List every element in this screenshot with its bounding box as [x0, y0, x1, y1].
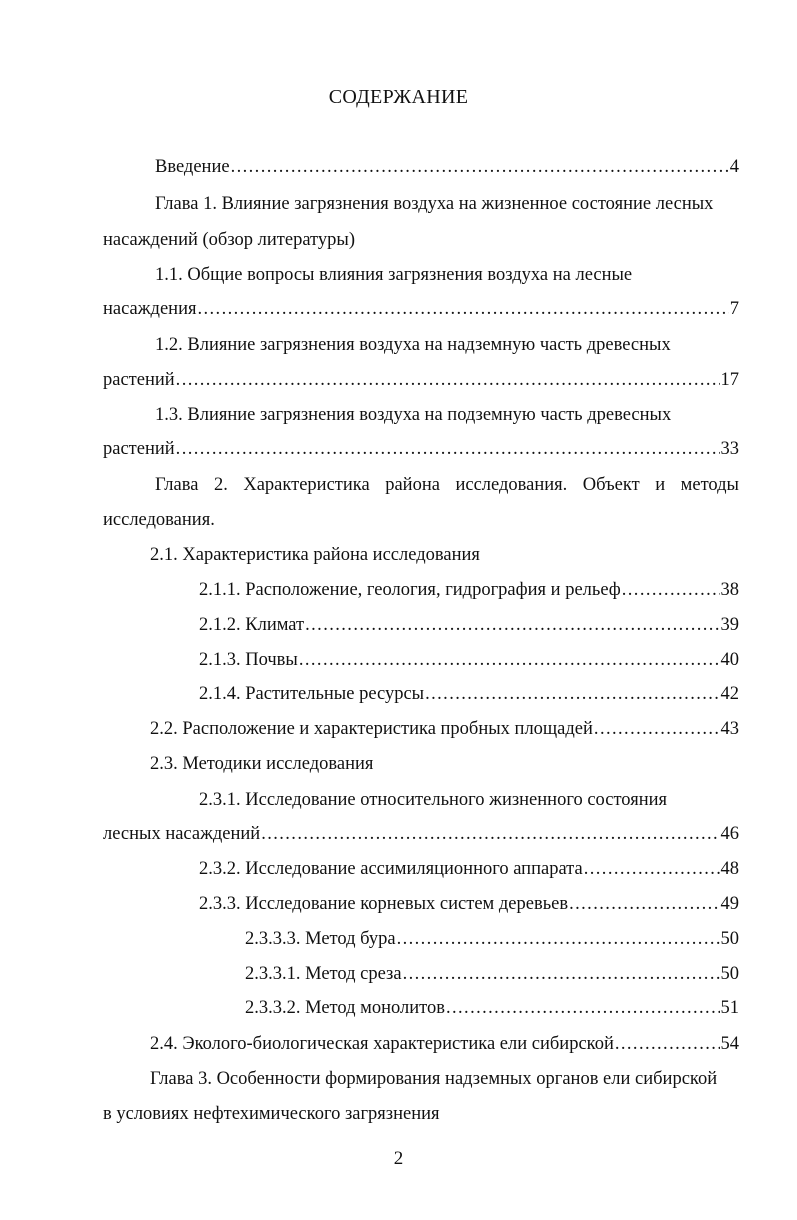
- toc-entry-intro: [155, 155, 739, 179]
- toc-entry-2-1-3: [199, 648, 739, 672]
- toc-entry-1-3-cont: [103, 437, 739, 461]
- page-title: СОДЕРЖАНИЕ: [328, 86, 469, 108]
- toc-page-number: 50: [720, 929, 739, 949]
- toc-entry-2-1-4: [199, 682, 739, 706]
- toc-entry-chapter-1: Глава 1. Влияние загрязнения воздуха на жизненное состояние лесных: [155, 194, 714, 214]
- toc-entry-2-3-3-1: [245, 962, 739, 986]
- toc-entry-text: 2.1.2. Климат: [199, 615, 305, 635]
- toc-entry-1-2-cont: [103, 368, 739, 392]
- toc-entry-1-2: 1.2. Влияние загрязнения воздуха на надземную часть древесных: [155, 335, 671, 355]
- toc-entry-1-1: 1.1. Общие вопросы влияния загрязнения воздуха на лесные: [155, 265, 633, 285]
- toc-page-number: 50: [720, 964, 739, 984]
- toc-entry-2-4: [150, 1032, 739, 1056]
- toc-entry-chapter-2-cont: исследования.: [103, 510, 215, 530]
- toc-page-number: 40: [720, 650, 739, 670]
- toc-page-number: 7: [729, 299, 739, 319]
- toc-page-number: 51: [720, 998, 739, 1018]
- page-number: 2: [393, 1148, 404, 1169]
- toc-entry-chapter-2: Глава 2. Характеристика района исследования. Объект и методы: [155, 475, 739, 495]
- toc-entry-text: 2.3.2. Исследование ассимиляционного аппарата: [199, 859, 583, 879]
- toc-entry-text: 2.3.3. Исследование корневых систем деревьев: [199, 894, 569, 914]
- toc-page-number: 4: [729, 157, 739, 177]
- toc-entry-text: 2.2. Расположение и характеристика пробных площадей: [150, 719, 593, 739]
- toc-entry-chapter-1-cont: насаждений (обзор литературы): [103, 230, 355, 250]
- toc-entry-text: 2.4. Эколого-биологическая характеристика ели сибирской: [150, 1034, 614, 1054]
- toc-entry-2-3: 2.3. Методики исследования: [150, 754, 374, 774]
- toc-entry-text: 2.1.1. Расположение, геология, гидрография и рельеф: [199, 580, 621, 600]
- toc-entry-2-1-2: [199, 613, 739, 637]
- toc-entry-1-3: 1.3. Влияние загрязнения воздуха на подземную часть древесных: [155, 405, 672, 425]
- toc-entry-chapter-3-cont: в условиях нефтехимического загрязнения: [103, 1104, 440, 1124]
- toc-page-number: 17: [720, 370, 739, 390]
- toc-entry-text: 2.3.3.2. Метод монолитов: [245, 998, 445, 1018]
- toc-entry-1-1-cont: [103, 297, 739, 321]
- toc-entry-text: 2.1.4. Растительные ресурсы: [199, 684, 425, 704]
- toc-entry-chapter-3: Глава 3. Особенности формирования надземных органов ели сибирской: [150, 1069, 718, 1089]
- toc-entry-text: растений: [103, 439, 175, 459]
- toc-page-number: 54: [720, 1034, 739, 1054]
- toc-entry-text: 2.3.3.3. Метод бура: [245, 929, 396, 949]
- toc-entry-text: лесных насаждений: [103, 824, 261, 844]
- toc-entry-2-1-1: [199, 578, 739, 602]
- toc-page-number: 38: [720, 580, 739, 600]
- toc-page-number: 33: [720, 439, 739, 459]
- toc-page-number: 48: [720, 859, 739, 879]
- toc-entry-2-3-1-cont: [103, 822, 739, 846]
- toc-page-number: 39: [720, 615, 739, 635]
- toc-page-number: 46: [720, 824, 739, 844]
- toc-entry-2-3-3: [199, 892, 739, 916]
- toc-entry-2-2: [150, 717, 739, 741]
- toc-entry-text: растений: [103, 370, 175, 390]
- toc-entry-2-3-3-3: [245, 927, 739, 951]
- toc-entry-2-3-1: 2.3.1. Исследование относительного жизненного состояния: [199, 790, 668, 810]
- toc-entry-text: насаждения: [103, 299, 197, 319]
- toc-page-number: 49: [720, 894, 739, 914]
- toc-entry-text: Введение: [155, 157, 230, 177]
- toc-page-number: 42: [720, 684, 739, 704]
- toc-entry-text: 2.1.3. Почвы: [199, 650, 298, 670]
- toc-entry-2-1: 2.1. Характеристика района исследования: [150, 545, 480, 565]
- toc-entry-text: 2.3.3.1. Метод среза: [245, 964, 402, 984]
- toc-page-number: 43: [720, 719, 739, 739]
- toc-entry-2-3-2: [199, 857, 739, 881]
- toc-entry-2-3-3-2: [245, 996, 739, 1020]
